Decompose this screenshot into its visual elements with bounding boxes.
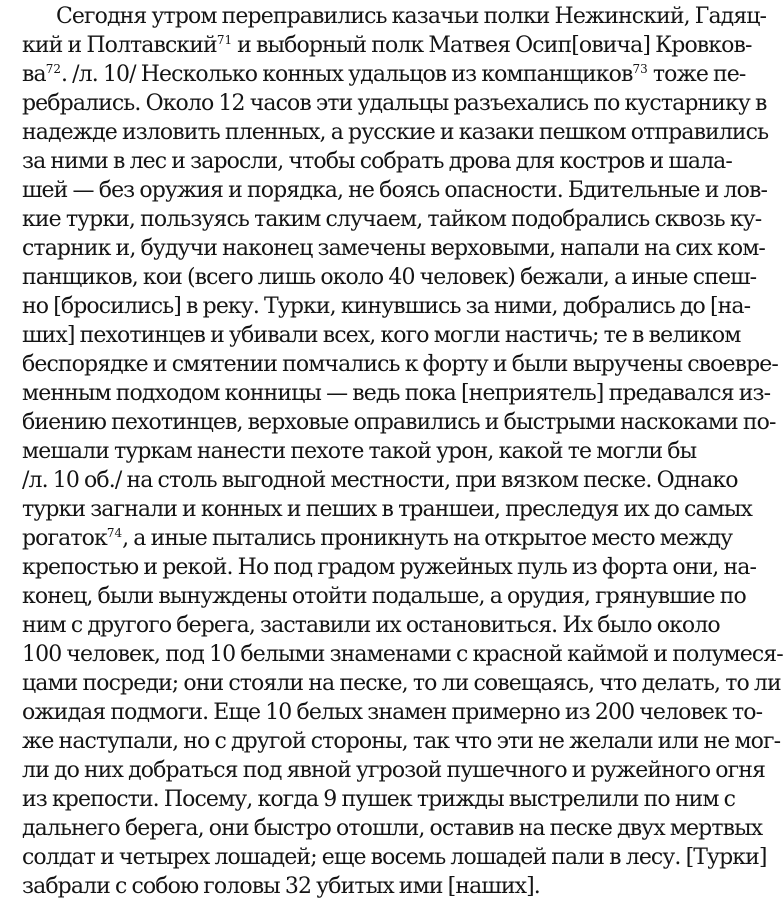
text-line xyxy=(22,89,767,118)
text-line xyxy=(22,147,732,176)
text-segment: шей — без оружия и порядка, не боясь опасности. Бдительные и лов- xyxy=(22,178,767,203)
text-line xyxy=(22,321,741,350)
text-line xyxy=(22,640,783,669)
text-segment: ли до них добраться под явной угрозой пушечного и ружейного огня xyxy=(22,758,765,783)
text-segment: рогаток xyxy=(22,526,107,551)
text-segment: беспорядке и смятении помчались к форту и были выручены своевре- xyxy=(22,352,778,377)
text-line xyxy=(22,872,676,901)
text-segment: . /л. 10/ Несколько конных удальцов из компанщиков xyxy=(60,62,633,87)
text-segment: крепостью и рекой. Но под градом ружейных пуль из форта они, на- xyxy=(22,555,757,580)
text-line xyxy=(22,698,763,727)
text-line xyxy=(22,814,763,843)
text-line xyxy=(22,60,746,89)
text-segment: из крепости. Посему, когда 9 пушек трижды выстрелили по ним с xyxy=(22,787,736,812)
text-segment: , а иные пытались проникнуть на открытое место между xyxy=(122,526,733,551)
text-segment: ва xyxy=(22,62,46,87)
text-line xyxy=(22,234,765,263)
text-segment: конец, были вынуждены отойти подальше, а орудия, грянувшие по xyxy=(22,584,746,609)
text-line xyxy=(22,176,767,205)
text-line xyxy=(22,495,752,524)
text-line xyxy=(22,437,697,466)
text-segment: /л. 10 об./ на столь выгодной местности, при вязком песке. Однако xyxy=(22,468,738,493)
text-line xyxy=(22,263,757,292)
footnote-reference: 73 xyxy=(632,62,648,76)
text-line xyxy=(22,669,781,698)
footnote-reference: 71 xyxy=(216,33,233,47)
text-segment: ших] пехотинцев и убивали всех, кого могли настичь; те в великом xyxy=(22,323,741,348)
text-line xyxy=(22,785,736,814)
text-segment: надежде изловить пленных, а русские и казаки пешком отправились xyxy=(22,120,769,145)
text-line xyxy=(22,31,752,60)
text-segment: 100 человек, под 10 белыми знаменами с красной каймой и полумеся- xyxy=(22,642,783,667)
text-segment: кие турки, пользуясь таким случаем, тайком подобрались сквозь ку- xyxy=(22,207,762,232)
text-line xyxy=(22,524,733,553)
text-segment: мешали туркам нанести пехоте такой урон, какой те могли бы xyxy=(22,439,697,464)
text-segment: и выборный полк Матвея Осип[овича] Кровков- xyxy=(232,33,752,58)
text-segment: за ними в лес и заросли, чтобы собрать дрова для костров и шала- xyxy=(22,149,732,174)
text-segment: цами посреди; они стояли на песке, то ли совещаясь, что делать, то ли xyxy=(22,671,781,696)
text-line xyxy=(22,466,738,495)
text-segment: же наступали, но с другой стороны, так что эти не желали или не мог- xyxy=(22,729,781,754)
footnote-reference: 74 xyxy=(106,526,123,540)
text-line xyxy=(22,843,767,872)
text-line xyxy=(22,611,720,640)
text-segment: тоже пе- xyxy=(647,62,746,87)
text-segment: дальнего берега, они быстро отошли, оставив на песке двух мертвых xyxy=(22,816,763,841)
text-segment: ним с другого берега, заставили их остановиться. Их было около xyxy=(22,613,720,638)
text-segment: кий и Полтавский xyxy=(22,33,217,58)
text-line xyxy=(22,205,762,234)
text-segment: ожидая подмоги. Еще 10 белых знамен примерно из 200 человек то- xyxy=(22,700,763,725)
text-segment: но [бросились] в реку. Турки, кинувшись за ними, добрались до [на- xyxy=(22,294,751,319)
text-segment: Сегодня утром переправились казачьи полки Нежинский, Гадяц- xyxy=(56,4,767,29)
footnote-reference: 72 xyxy=(45,62,61,76)
text-segment: старник и, будучи наконец замечены верховыми, напали на сих ком- xyxy=(22,236,765,261)
text-segment: солдат и четырех лошадей; еще восемь лошадей пали в лесу. [Турки] xyxy=(22,845,767,870)
text-line xyxy=(22,727,781,756)
text-line xyxy=(22,408,776,437)
text-line xyxy=(22,379,771,408)
text-line xyxy=(56,2,767,31)
text-segment: менным подходом конницы — ведь пока [неприятель] предавался из- xyxy=(22,381,771,406)
text-line xyxy=(22,292,751,321)
text-line xyxy=(22,756,765,785)
text-line xyxy=(22,553,757,582)
text-segment: забрали с собою головы 32 убитых ими [наших]. xyxy=(22,874,540,899)
text-line xyxy=(22,582,746,611)
text-segment: ребрались. Около 12 часов эти удальцы разъехались по кустарнику в xyxy=(22,91,767,116)
text-line xyxy=(22,350,778,379)
text-segment: панщиков, кои (всего лишь около 40 человек) бежали, а иные спеш- xyxy=(22,265,757,290)
text-segment: биению пехотинцев, верховые оправились и быстрыми наскоками по- xyxy=(22,410,776,435)
text-segment: турки загнали и конных и пеших в траншеи, преследуя их до самых xyxy=(22,497,752,522)
text-line xyxy=(22,118,769,147)
